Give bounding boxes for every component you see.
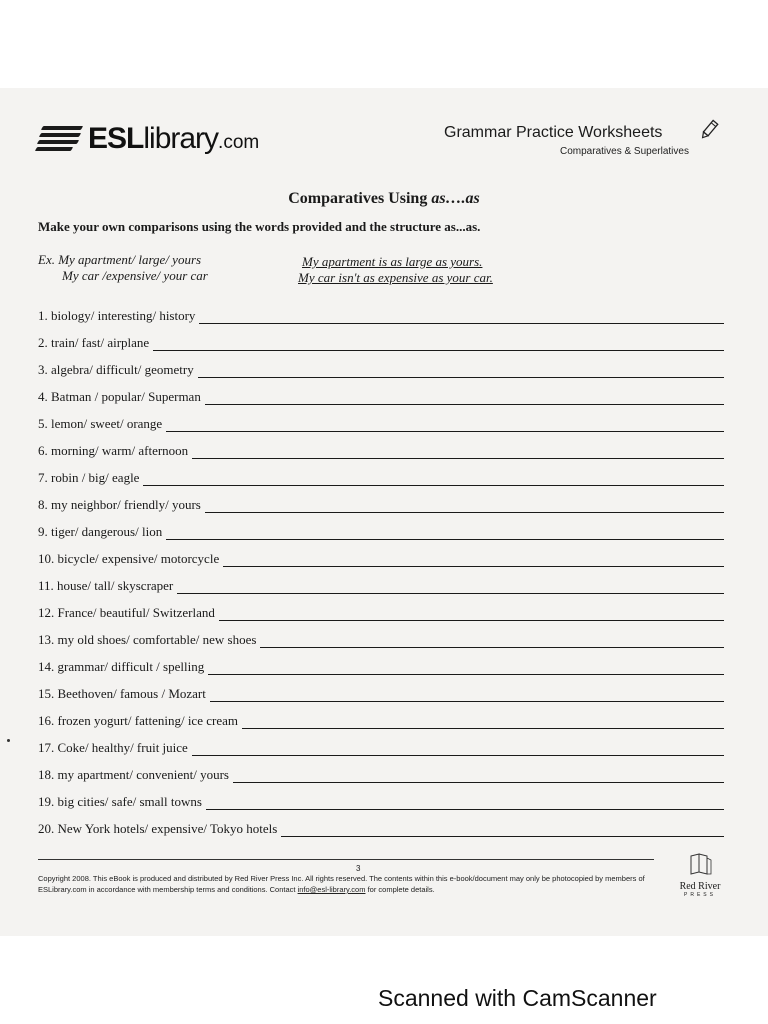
copyright-notice: Copyright 2008. This eBook is produced and distributed by Red River Press Inc. All rights reserved. The contents within this e-book/document may only be photocopied by members of ESLibrary.com in accordance with membership terms and conditions. Contact info@esl-library.com for complete details. xyxy=(38,874,645,894)
exercise-item: 20. New York hotels/ expensive/ Tokyo hotels xyxy=(38,819,724,837)
example-prompt-2: My car /expensive/ your car xyxy=(62,268,208,283)
exercise-item: 7. robin / big/ eagle xyxy=(38,468,724,486)
answer-line xyxy=(192,445,724,459)
answer-line xyxy=(210,688,724,702)
answer-line xyxy=(206,796,724,810)
worksheet-subject: Comparatives & Superlatives xyxy=(560,146,689,157)
exercise-item: 18. my apartment/ convenient/ yours xyxy=(38,765,724,783)
example-answer-2: My car isn't as expensive as your car. xyxy=(298,270,493,285)
exercise-item: 15. Beethoven/ famous / Mozart xyxy=(38,684,724,702)
exercise-item: 8. my neighbor/ friendly/ yours xyxy=(38,495,724,513)
exercise-item: 6. morning/ warm/ afternoon xyxy=(38,441,724,459)
exercise-item: 19. big cities/ safe/ small towns xyxy=(38,792,724,810)
exercise-item: 3. algebra/ difficult/ geometry xyxy=(38,360,724,378)
exercise-item: 17. Coke/ healthy/ fruit juice xyxy=(38,738,724,756)
books-icon xyxy=(687,852,713,876)
worksheet-series-title: Grammar Practice Worksheets xyxy=(444,124,663,141)
answer-line xyxy=(219,607,724,621)
exercise-item: 2. train/ fast/ airplane xyxy=(38,333,724,351)
answer-line xyxy=(208,661,724,675)
answer-line xyxy=(233,769,724,783)
exercise-item: 11. house/ tall/ skyscraper xyxy=(38,576,724,594)
answer-line xyxy=(143,472,724,486)
pencil-icon xyxy=(699,119,719,141)
answer-line xyxy=(242,715,724,729)
answer-line xyxy=(198,364,724,378)
exercise-item: 9. tiger/ dangerous/ lion xyxy=(38,522,724,540)
exercise-item: 4. Batman / popular/ Superman xyxy=(38,387,724,405)
answer-line xyxy=(205,499,724,513)
exercise-item: 1. biology/ interesting/ history xyxy=(38,306,724,324)
answer-line xyxy=(260,634,724,648)
contact-email: info@esl-library.com xyxy=(297,885,366,894)
book-stack-icon xyxy=(38,124,82,156)
exercise-item: 14. grammar/ difficult / spelling xyxy=(38,657,724,675)
example-answer-1: My apartment is as large as yours. xyxy=(302,254,483,269)
answer-line xyxy=(166,418,724,432)
answer-line xyxy=(166,526,724,540)
scan-speck xyxy=(7,739,10,742)
logo-wordmark: ESLlibrary.com xyxy=(88,122,260,155)
exercise-item: 10. bicycle/ expensive/ motorcycle xyxy=(38,549,724,567)
answer-line xyxy=(205,391,724,405)
answer-line xyxy=(281,823,724,837)
instructions: Make your own comparisons using the words provided and the structure as...as. xyxy=(38,219,481,234)
camscanner-watermark: Scanned with CamScanner xyxy=(378,985,657,1011)
exercise-item: 5. lemon/ sweet/ orange xyxy=(38,414,724,432)
answer-line xyxy=(177,580,724,594)
red-river-press-logo: Red River PRESS xyxy=(673,852,727,898)
page-title: Comparatives Using as….as xyxy=(288,190,480,207)
exercise-item: 16. frozen yogurt/ fattening/ ice cream xyxy=(38,711,724,729)
answer-line xyxy=(199,310,724,324)
answer-line xyxy=(153,337,724,351)
answer-line xyxy=(223,553,724,567)
answer-line xyxy=(192,742,724,756)
example-prompt-1: Ex. My apartment/ large/ yours xyxy=(38,252,202,267)
exercise-item: 12. France/ beautiful/ Switzerland xyxy=(38,603,724,621)
page-number: 3 xyxy=(356,864,361,873)
exercise-item: 13. my old shoes/ comfortable/ new shoes xyxy=(38,630,724,648)
footer-divider xyxy=(38,859,654,860)
